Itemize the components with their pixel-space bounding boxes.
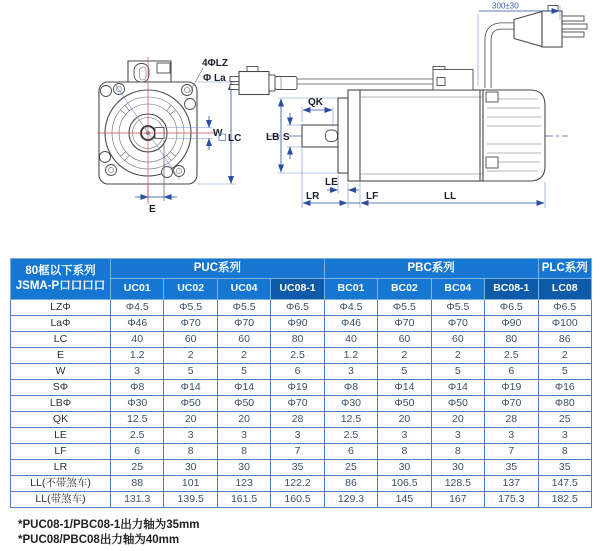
spec-cell: Φ5.5 [378, 300, 431, 316]
spec-cell: 6 [324, 444, 377, 460]
spec-cell: 20 [378, 412, 431, 428]
spec-cell: 20 [217, 412, 270, 428]
spec-cell: 30 [164, 460, 217, 476]
spec-cell: 5 [538, 364, 592, 380]
spec-cell: 3 [485, 428, 538, 444]
dim-label-lc: LC [228, 133, 242, 144]
row-label: LF [11, 444, 111, 460]
spec-cell: 20 [431, 412, 484, 428]
spec-cell: Φ46 [111, 316, 164, 332]
spec-cell: 2.5 [271, 348, 324, 364]
row-label: LR [11, 460, 111, 476]
spec-cell: Φ6.5 [271, 300, 324, 316]
table-row [11, 492, 592, 508]
front-view [97, 57, 241, 215]
spec-cell: Φ6.5 [538, 300, 592, 316]
spec-cell: 5 [378, 364, 431, 380]
row-label: LBΦ [11, 396, 111, 412]
spec-cell: 3 [324, 364, 377, 380]
spec-cell: 182.5 [538, 492, 592, 508]
spec-cell: 5 [217, 364, 270, 380]
encoder-connector [230, 67, 297, 95]
column-group-header: PBC系列 [324, 259, 538, 279]
spec-cell: Φ50 [217, 396, 270, 412]
spec-cell: 5 [431, 364, 484, 380]
dim-label-lr: LR [306, 191, 320, 202]
spec-cell: 80 [271, 332, 324, 348]
spec-cell: Φ14 [378, 380, 431, 396]
spec-cell: 1.2 [324, 348, 377, 364]
spec-cell: 8 [164, 444, 217, 460]
spec-cell: 8 [217, 444, 270, 460]
series-title-line1: 80框以下系列 [25, 265, 96, 278]
spec-cell: 80 [485, 332, 538, 348]
spec-cell: 2.5 [111, 428, 164, 444]
spec-cell: Φ80 [538, 396, 592, 412]
spec-cell: 20 [164, 412, 217, 428]
spec-cell: Φ6.5 [485, 300, 538, 316]
column-header-uc02: UC02 [164, 279, 217, 300]
spec-cell: Φ14 [431, 380, 484, 396]
spec-cell: 3 [217, 428, 270, 444]
spec-cell: Φ4.5 [111, 300, 164, 316]
table-corner-header [11, 259, 111, 300]
spec-cell: 30 [217, 460, 270, 476]
table-row [11, 460, 592, 476]
footnote-shaft-40: *PUC08/PBC08出力轴为40mm [18, 534, 180, 546]
spec-cell: Φ14 [164, 380, 217, 396]
spec-cell: 60 [431, 332, 484, 348]
spec-cell: 137 [485, 476, 538, 492]
spec-cell: Φ4.5 [324, 300, 377, 316]
table-row [11, 332, 592, 348]
spec-cell: 12.5 [324, 412, 377, 428]
spec-cell: 3 [378, 428, 431, 444]
table-row [11, 380, 592, 396]
shaft-keyway-slot [326, 130, 338, 142]
spec-cell: 1.2 [111, 348, 164, 364]
table-row [11, 476, 592, 492]
column-header-uc08-1: UC08-1 [271, 279, 324, 300]
spec-cell: 40 [324, 332, 377, 348]
spec-cell: 167 [431, 492, 484, 508]
spec-cell: 123 [217, 476, 270, 492]
spec-table [10, 258, 592, 508]
row-label: SΦ [11, 380, 111, 396]
series-title-line2: JSMA-P口口口口 [15, 280, 106, 292]
spec-cell: Φ5.5 [431, 300, 484, 316]
spec-cell: 7 [485, 444, 538, 460]
spec-cell: Φ5.5 [164, 300, 217, 316]
dim-label-ll: LL [444, 191, 457, 202]
spec-cell: 40 [111, 332, 164, 348]
table-row [11, 428, 592, 444]
row-label: W [11, 364, 111, 380]
column-group-header: PUC系列 [111, 259, 325, 279]
spec-cell: Φ30 [111, 396, 164, 412]
dim-label-w: W [213, 128, 223, 139]
spec-cell: 12.5 [111, 412, 164, 428]
spec-cell: 2.5 [485, 348, 538, 364]
spec-cell: 60 [378, 332, 431, 348]
table-row [11, 412, 592, 428]
spec-cell: 2 [431, 348, 484, 364]
spec-cell: Φ14 [217, 380, 270, 396]
power-connector [514, 6, 587, 48]
spec-cell: 25 [324, 460, 377, 476]
column-header-bc08-1: BC08-1 [485, 279, 538, 300]
spec-cell: Φ19 [271, 380, 324, 396]
spec-cell: 88 [111, 476, 164, 492]
spec-cell: 8 [431, 444, 484, 460]
table-row [11, 444, 592, 460]
spec-cell: Φ46 [324, 316, 377, 332]
dim-label-lf: LF [366, 191, 379, 202]
dim-label-phila: Φ La [203, 73, 226, 84]
spec-cell: 7 [271, 444, 324, 460]
column-header-lc08: LC08 [538, 279, 592, 300]
terminal-box [128, 61, 171, 82]
spec-cell: 2 [164, 348, 217, 364]
dim-label-cable-length: 300±30 [492, 1, 519, 11]
spec-cell: 160.5 [271, 492, 324, 508]
dim-label-qk: QK [308, 97, 323, 108]
footnote-shaft-35: *PUC08-1/PBC08-1出力轴为35mm [18, 519, 200, 531]
spec-cell: Φ5.5 [217, 300, 270, 316]
spec-cell: Φ90 [485, 316, 538, 332]
spec-cell: Φ70 [217, 316, 270, 332]
table-row [11, 316, 592, 332]
table-row [11, 300, 592, 316]
spec-cell: 30 [431, 460, 484, 476]
column-header-bc01: BC01 [324, 279, 377, 300]
spec-cell: 6 [485, 364, 538, 380]
spec-cell: 8 [538, 444, 592, 460]
spec-cell: 28 [485, 412, 538, 428]
spec-cell: 131.3 [111, 492, 164, 508]
table-row [11, 348, 592, 364]
column-group-header: PLC系列 [538, 259, 592, 279]
spec-cell: 30 [378, 460, 431, 476]
column-header-bc04: BC04 [431, 279, 484, 300]
dim-label-4philz: 4ΦLZ [202, 58, 228, 69]
spec-cell: Φ70 [164, 316, 217, 332]
spec-cell: 60 [217, 332, 270, 348]
motor-body [348, 90, 483, 181]
spec-cell: Φ50 [431, 396, 484, 412]
spec-cell: 2.5 [324, 428, 377, 444]
spec-cell: 3 [431, 428, 484, 444]
spec-cell: Φ70 [431, 316, 484, 332]
spec-cell: 35 [538, 460, 592, 476]
spec-cell: 8 [378, 444, 431, 460]
spec-cell: 3 [538, 428, 592, 444]
spec-cell: 60 [164, 332, 217, 348]
spec-cell: 139.5 [164, 492, 217, 508]
dim-label-le: LE [325, 177, 338, 188]
spec-cell: 35 [271, 460, 324, 476]
spec-cell: Φ16 [538, 380, 592, 396]
spec-cell: Φ30 [324, 396, 377, 412]
column-header-uc01: UC01 [111, 279, 164, 300]
spec-cell: 129.3 [324, 492, 377, 508]
dim-label-e: E [149, 204, 156, 215]
table-row [11, 364, 592, 380]
spec-cell: Φ70 [271, 396, 324, 412]
spec-cell: 3 [111, 364, 164, 380]
spec-cell: 3 [164, 428, 217, 444]
column-header-bc02: BC02 [378, 279, 431, 300]
row-label: QK [11, 412, 111, 428]
spec-cell: 5 [164, 364, 217, 380]
spec-cell: 3 [271, 428, 324, 444]
spec-cell: Φ70 [378, 316, 431, 332]
row-label: LE [11, 428, 111, 444]
spec-cell: 175.3 [485, 492, 538, 508]
spec-cell: 106.5 [378, 476, 431, 492]
side-view [230, 2, 587, 209]
spec-cell: 6 [271, 364, 324, 380]
spec-cell: 101 [164, 476, 217, 492]
flange-plate [338, 98, 348, 173]
spec-cell: Φ19 [485, 380, 538, 396]
dim-label-s: S [283, 132, 290, 143]
row-label: LL(不带煞车) [11, 476, 111, 492]
spec-cell: 161.5 [217, 492, 270, 508]
spec-cell: 6 [111, 444, 164, 460]
spec-cell: 145 [378, 492, 431, 508]
table-row [11, 396, 592, 412]
spec-cell: 35 [485, 460, 538, 476]
spec-cell: Φ8 [111, 380, 164, 396]
spec-cell: 86 [538, 332, 592, 348]
spec-cell: Φ50 [164, 396, 217, 412]
row-label: LC [11, 332, 111, 348]
dim-label-lb: LB [266, 132, 280, 143]
engineering-drawing [0, 0, 600, 254]
spec-cell: 128.5 [431, 476, 484, 492]
column-header-uc04: UC04 [217, 279, 270, 300]
spec-cell: 28 [271, 412, 324, 428]
spec-cell: 147.5 [538, 476, 592, 492]
spec-cell: Φ70 [485, 396, 538, 412]
row-label: LZΦ [11, 300, 111, 316]
spec-cell: Φ90 [271, 316, 324, 332]
spec-cell: 86 [324, 476, 377, 492]
spec-cell: Φ100 [538, 316, 592, 332]
row-label: LaΦ [11, 316, 111, 332]
spec-cell: 122.2 [271, 476, 324, 492]
spec-cell: 2 [217, 348, 270, 364]
row-label: LL(带煞车) [11, 492, 111, 508]
spec-cell: 25 [111, 460, 164, 476]
spec-cell: 25 [538, 412, 592, 428]
spec-cell: Φ8 [324, 380, 377, 396]
row-label: E [11, 348, 111, 364]
encoder-cable [297, 67, 473, 91]
spec-cell: Φ50 [378, 396, 431, 412]
spec-cell: 2 [538, 348, 592, 364]
spec-cell: 2 [378, 348, 431, 364]
power-cable [488, 26, 516, 88]
